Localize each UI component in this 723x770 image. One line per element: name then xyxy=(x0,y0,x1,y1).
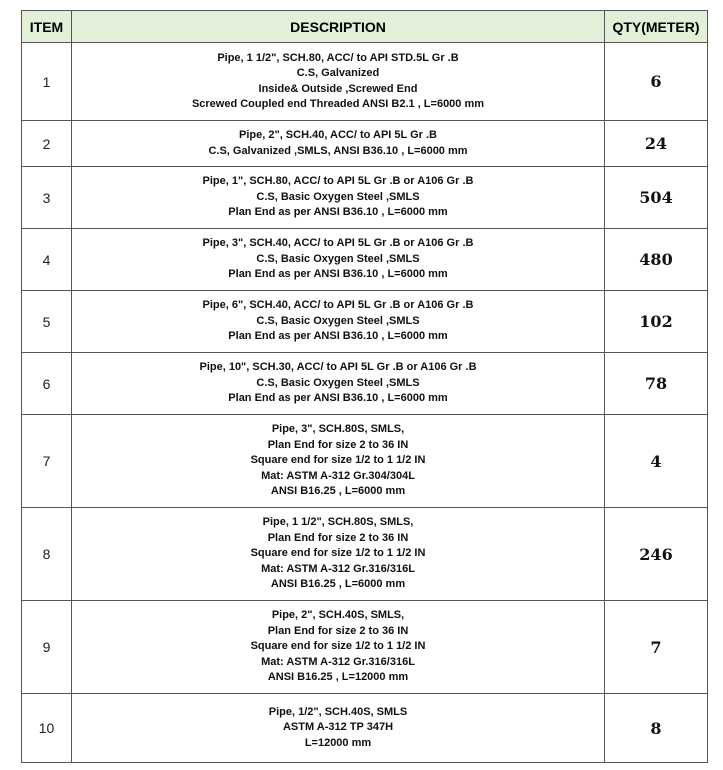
description-line: ANSI B16.25 , L=6000 mm xyxy=(270,485,406,498)
description-line: Pipe, 2", SCH.40, ACC/ to API 5L Gr .B xyxy=(239,129,437,141)
description-line: Pipe, 1/2", SCH.40S, SMLS xyxy=(268,705,408,718)
item-description xyxy=(72,121,605,167)
description-line: Plan End as per ANSI B36.10 , L=6000 mm xyxy=(228,268,448,281)
description-line: Plan End for size 2 to 36 IN xyxy=(267,531,409,544)
table-row xyxy=(22,694,708,763)
item-qty: 504 xyxy=(605,167,708,229)
item-qty: 246 xyxy=(605,508,708,601)
description-line: C.S, Basic Oxygen Steel ,SMLS xyxy=(256,314,420,327)
pipe-material-table xyxy=(21,10,708,763)
description-line: Screwed Coupled end Threaded ANSI B2.1 , L=6000 mm xyxy=(191,98,485,110)
description-line: Pipe, 3", SCH.40, ACC/ to API 5L Gr .B or A106 Gr .B xyxy=(202,237,474,250)
item-description xyxy=(72,43,605,121)
table-row xyxy=(22,415,708,508)
item-qty: 24 xyxy=(605,121,708,167)
table-row xyxy=(22,167,708,229)
description-line: Square end for size 1/2 to 1 1/2 IN xyxy=(250,640,426,653)
item-description xyxy=(72,601,605,694)
item-number: 6 xyxy=(22,353,72,415)
description-line: Plan End as per ANSI B36.10 , L=6000 mm xyxy=(228,330,448,343)
description-line: Mat: ASTM A-312 Gr.316/316L xyxy=(261,655,415,668)
description-line: Mat: ASTM A-312 Gr.316/316L xyxy=(261,562,415,575)
item-description xyxy=(72,229,605,291)
table-row xyxy=(22,291,708,353)
description-line: Plan End for size 2 to 36 IN xyxy=(267,438,409,451)
description-line: Pipe, 2", SCH.40S, SMLS, xyxy=(271,609,405,622)
header-description: DESCRIPTION xyxy=(72,11,605,43)
description-line: Plan End as per ANSI B36.10 , L=6000 mm xyxy=(228,392,448,405)
item-number: 5 xyxy=(22,291,72,353)
description-line: Square end for size 1/2 to 1 1/2 IN xyxy=(250,454,426,467)
description-line: Pipe, 6", SCH.40, ACC/ to API 5L Gr .B or A106 Gr .B xyxy=(202,299,474,312)
item-number: 2 xyxy=(22,121,72,167)
item-qty: 78 xyxy=(605,353,708,415)
item-description xyxy=(72,508,605,601)
header-item: ITEM xyxy=(22,11,72,43)
header-row xyxy=(22,11,708,43)
item-number: 9 xyxy=(22,601,72,694)
description-line: Pipe, 1 1/2", SCH.80S, SMLS, xyxy=(262,516,414,529)
item-qty: 8 xyxy=(605,694,708,763)
item-qty: 4 xyxy=(605,415,708,508)
description-line: C.S, Basic Oxygen Steel ,SMLS xyxy=(256,190,420,203)
item-qty: 480 xyxy=(605,229,708,291)
description-line: Pipe, 3", SCH.80S, SMLS, xyxy=(271,423,405,436)
item-qty: 6 xyxy=(605,43,708,121)
description-line: Plan End for size 2 to 36 IN xyxy=(267,624,409,637)
table-row xyxy=(22,601,708,694)
description-line: L=12000 mm xyxy=(304,736,372,749)
description-line: ANSI B16.25 , L=12000 mm xyxy=(267,671,409,684)
description-line: ASTM A-312 TP 347H xyxy=(282,721,394,734)
item-description xyxy=(72,167,605,229)
description-line: C.S, Basic Oxygen Steel ,SMLS xyxy=(256,252,420,265)
table-row xyxy=(22,353,708,415)
description-line: C.S, Galvanized xyxy=(296,67,380,79)
description-line: Pipe, 10", SCH.30, ACC/ to API 5L Gr .B or A106 Gr .B xyxy=(199,361,477,374)
item-qty: 102 xyxy=(605,291,708,353)
header-qty: QTY(METER) xyxy=(605,11,708,43)
description-line: Pipe, 1", SCH.80, ACC/ to API 5L Gr .B or A106 Gr .B xyxy=(202,175,474,188)
item-number: 4 xyxy=(22,229,72,291)
item-description xyxy=(72,415,605,508)
item-description xyxy=(72,353,605,415)
description-line: Pipe, 1 1/2", SCH.80, ACC/ to API STD.5L Gr .B xyxy=(217,51,459,64)
table-row xyxy=(22,121,708,167)
description-line: Inside& Outside ,Screwed End xyxy=(258,82,418,95)
description-line: C.S, Galvanized ,SMLS, ANSI B36.10 , L=6000 mm xyxy=(208,144,468,157)
item-qty: 7 xyxy=(605,601,708,694)
description-line: Square end for size 1/2 to 1 1/2 IN xyxy=(250,547,426,560)
item-number: 8 xyxy=(22,508,72,601)
item-number: 3 xyxy=(22,167,72,229)
description-line: Mat: ASTM A-312 Gr.304/304L xyxy=(261,469,415,482)
item-description xyxy=(72,694,605,763)
item-number: 10 xyxy=(22,694,72,763)
description-line: C.S, Basic Oxygen Steel ,SMLS xyxy=(256,376,420,389)
description-line: ANSI B16.25 , L=6000 mm xyxy=(270,578,406,591)
table-row xyxy=(22,229,708,291)
item-number: 1 xyxy=(22,43,72,121)
table-row xyxy=(22,508,708,601)
item-number: 7 xyxy=(22,415,72,508)
table-row xyxy=(22,43,708,121)
description-line: Plan End as per ANSI B36.10 , L=6000 mm xyxy=(228,206,448,219)
item-description xyxy=(72,291,605,353)
